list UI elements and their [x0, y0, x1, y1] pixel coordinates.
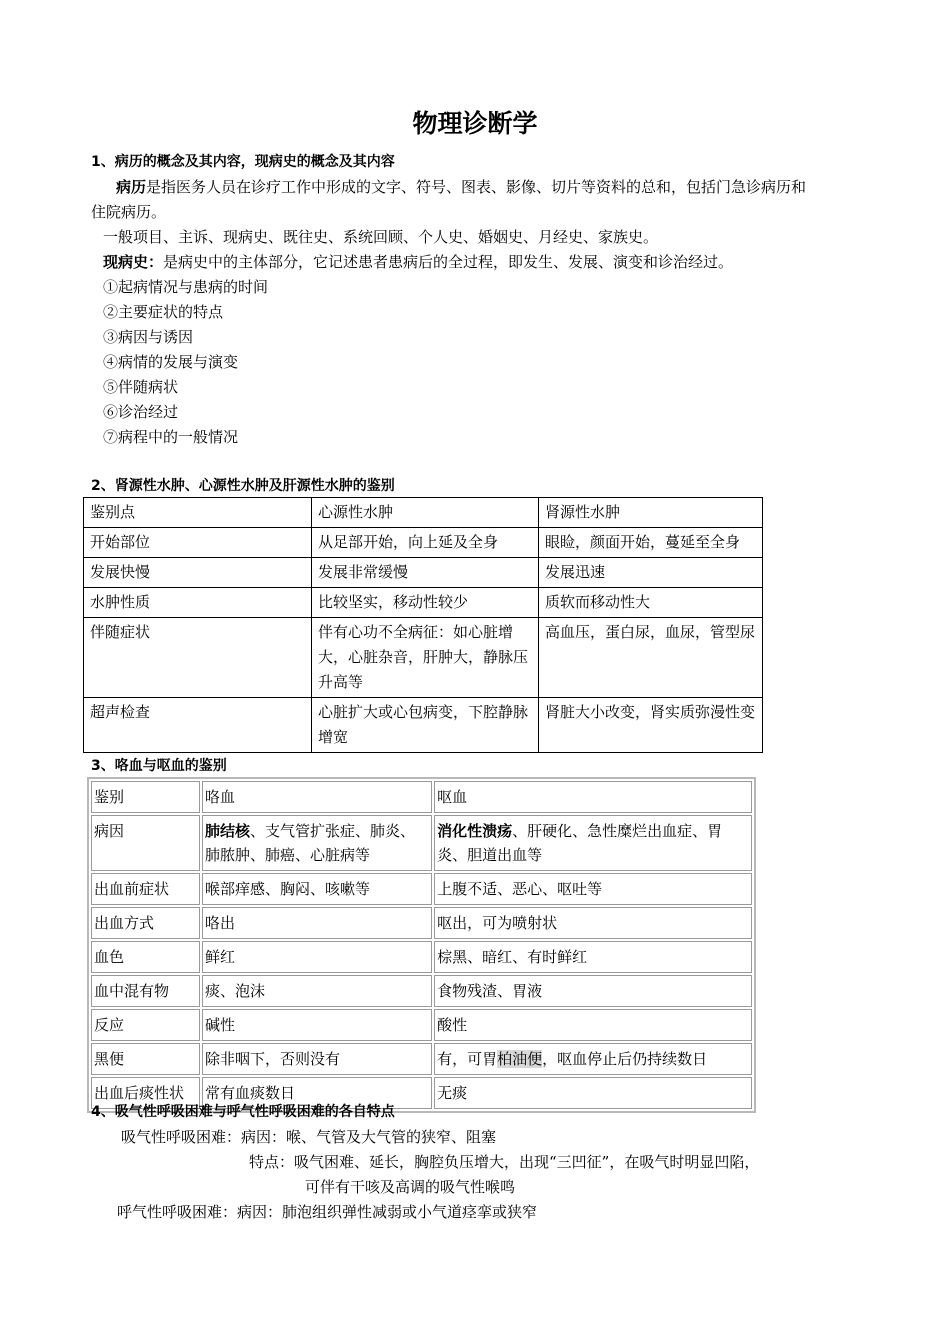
definition-text: 是指医务人员在诊疗工作中形成的文字、符号、图表、影像、切片等资料的总和，包括门急诊病历和	[146, 178, 807, 196]
table-row	[91, 907, 752, 939]
cause-text: 、肝硬化、急性糜烂出血症、胃炎、胆道出血等	[437, 822, 723, 864]
inspiratory-features: 特点：吸气困难、延长，胸腔负压增大，出现“三凹征”，在吸气时明显凹陷，	[249, 1153, 760, 1171]
table-cell: 除非咽下，否则没有	[202, 1043, 432, 1075]
hpi-list-item: ④病情的发展与演变	[103, 353, 239, 371]
table-cell: 棕黑、暗红、有时鲜红	[434, 941, 752, 973]
table-row	[91, 941, 752, 973]
table-cell: 无痰	[434, 1077, 752, 1109]
medical-record-definition	[116, 177, 806, 197]
table-header-row	[91, 781, 752, 813]
hpi-list-item: ②主要症状的特点	[103, 303, 224, 321]
table-header-cell: 肾源性水肿	[539, 498, 763, 528]
table-row	[91, 815, 752, 871]
table-cell: 出血前症状	[91, 873, 200, 905]
hpi-definition	[103, 252, 733, 272]
table-cell: 眼睑，颜面开始，蔓延至全身	[539, 528, 763, 558]
hpi-list-item: ⑤伴随病状	[103, 378, 179, 396]
table-cell: 发展非常缓慢	[312, 558, 539, 588]
table-cell: 发展迅速	[539, 558, 763, 588]
table-cell: 咯出	[202, 907, 432, 939]
table-row	[84, 698, 763, 753]
expiratory-cause: 呼气性呼吸困难：病因：肺泡组织弹性减弱或小气道痉挛或狭窄	[117, 1203, 538, 1221]
table-cell: 开始部位	[84, 528, 312, 558]
hpi-list-item: ⑥诊治经过	[103, 403, 179, 421]
definition-term: 病历	[116, 178, 147, 196]
melena-text: 有，可胃	[437, 1050, 498, 1068]
table-row	[91, 873, 752, 905]
table-cell: 比较坚实，移动性较少	[312, 588, 539, 618]
table-cell: 病因	[91, 815, 200, 871]
hpi-list-item: ③病因与诱因	[103, 328, 194, 346]
table-header-cell: 鉴别点	[84, 498, 312, 528]
section-2-heading: 2、肾源性水肿、心源性水肿及肝源性水肿的鉴别	[91, 478, 395, 494]
table-row	[84, 618, 763, 698]
table-cell: 鲜红	[202, 941, 432, 973]
table-cell: 伴有心功不全病征：如心脏增大，心脏杂音，肝肿大，静脉压升高等	[312, 618, 539, 698]
table-cell: 血中混有物	[91, 975, 200, 1007]
table-header-row	[84, 498, 763, 528]
section-4-heading: 4、吸气性呼吸困难与呼气性呼吸困难的各自特点	[91, 1104, 395, 1120]
table-cell	[434, 1043, 752, 1075]
record-items-line: 一般项目、主诉、现病史、既往史、系统回顾、个人史、婚姻史、月经史、家族史。	[103, 228, 659, 246]
table-cell: 肾脏大小改变，肾实质弥漫性变	[539, 698, 763, 753]
table-row	[84, 558, 763, 588]
table-cell: 喉部痒感、胸闷、咳嗽等	[202, 873, 432, 905]
table-cell: 反应	[91, 1009, 200, 1041]
hpi-list-item: ⑦病程中的一般情况	[103, 428, 239, 446]
table-header-cell: 呕血	[434, 781, 752, 813]
hpi-list-item: ①起病情况与患病的时间	[103, 278, 269, 296]
inspiratory-features-continued: 可伴有干咳及高调的吸气性喉鸣	[305, 1178, 516, 1196]
hemoptysis-hematemesis-table	[87, 777, 756, 1113]
cause-key-term: 消化性溃疡	[437, 822, 513, 840]
melena-text: ，呕血停止后仍持续数日	[542, 1050, 708, 1068]
page-title: 物理诊断学	[412, 109, 538, 138]
section-1-heading: 1、病历的概念及其内容，现病史的概念及其内容	[91, 154, 395, 170]
table-header-cell: 咯血	[202, 781, 432, 813]
table-cell: 出血方式	[91, 907, 200, 939]
table-cell: 伴随症状	[84, 618, 312, 698]
table-cell	[434, 815, 752, 871]
table-cell: 上腹不适、恶心、呕吐等	[434, 873, 752, 905]
table-cell: 水肿性质	[84, 588, 312, 618]
melena-highlight: 柏油便	[497, 1050, 543, 1068]
section-3-heading: 3、咯血与呕血的鉴别	[91, 758, 227, 774]
table-row	[91, 1009, 752, 1041]
table-cell: 血色	[91, 941, 200, 973]
table-cell: 超声检查	[84, 698, 312, 753]
hpi-text: 是病史中的主体部分，它记述患者患病后的全过程，即发生、发展、演变和诊治经过。	[163, 253, 734, 271]
cause-key-term: 肺结核	[204, 822, 250, 840]
table-cell: 发展快慢	[84, 558, 312, 588]
table-row	[84, 588, 763, 618]
definition-continuation: 住院病历。	[91, 203, 167, 221]
table-header-cell: 心源性水肿	[312, 498, 539, 528]
cause-text: 、支气管扩张症、肺炎、肺脓肿、肺癌、心脏病等	[204, 822, 416, 864]
edema-comparison-table	[83, 497, 763, 753]
table-cell: 高血压，蛋白尿，血尿，管型尿	[539, 618, 763, 698]
table-row	[91, 1043, 752, 1075]
table-row	[91, 975, 752, 1007]
table-cell	[202, 815, 432, 871]
table-header-cell: 鉴别	[91, 781, 200, 813]
inspiratory-cause: 吸气性呼吸困难：病因：喉、气管及大气管的狭窄、阻塞	[121, 1128, 497, 1146]
table-cell: 痰、泡沫	[202, 975, 432, 1007]
table-cell: 质软而移动性大	[539, 588, 763, 618]
table-cell: 食物残渣、胃液	[434, 975, 752, 1007]
hpi-term: 现病史：	[103, 253, 164, 271]
table-cell: 常有血痰数日	[202, 1077, 432, 1109]
table-cell: 碱性	[202, 1009, 432, 1041]
table-row	[84, 528, 763, 558]
table-cell: 酸性	[434, 1009, 752, 1041]
table-cell: 呕出，可为喷射状	[434, 907, 752, 939]
table-cell: 出血后痰性状	[91, 1077, 200, 1109]
table-cell: 黑便	[91, 1043, 200, 1075]
table-cell: 从足部开始，向上延及全身	[312, 528, 539, 558]
table-cell: 心脏扩大或心包病变，下腔静脉增宽	[312, 698, 539, 753]
